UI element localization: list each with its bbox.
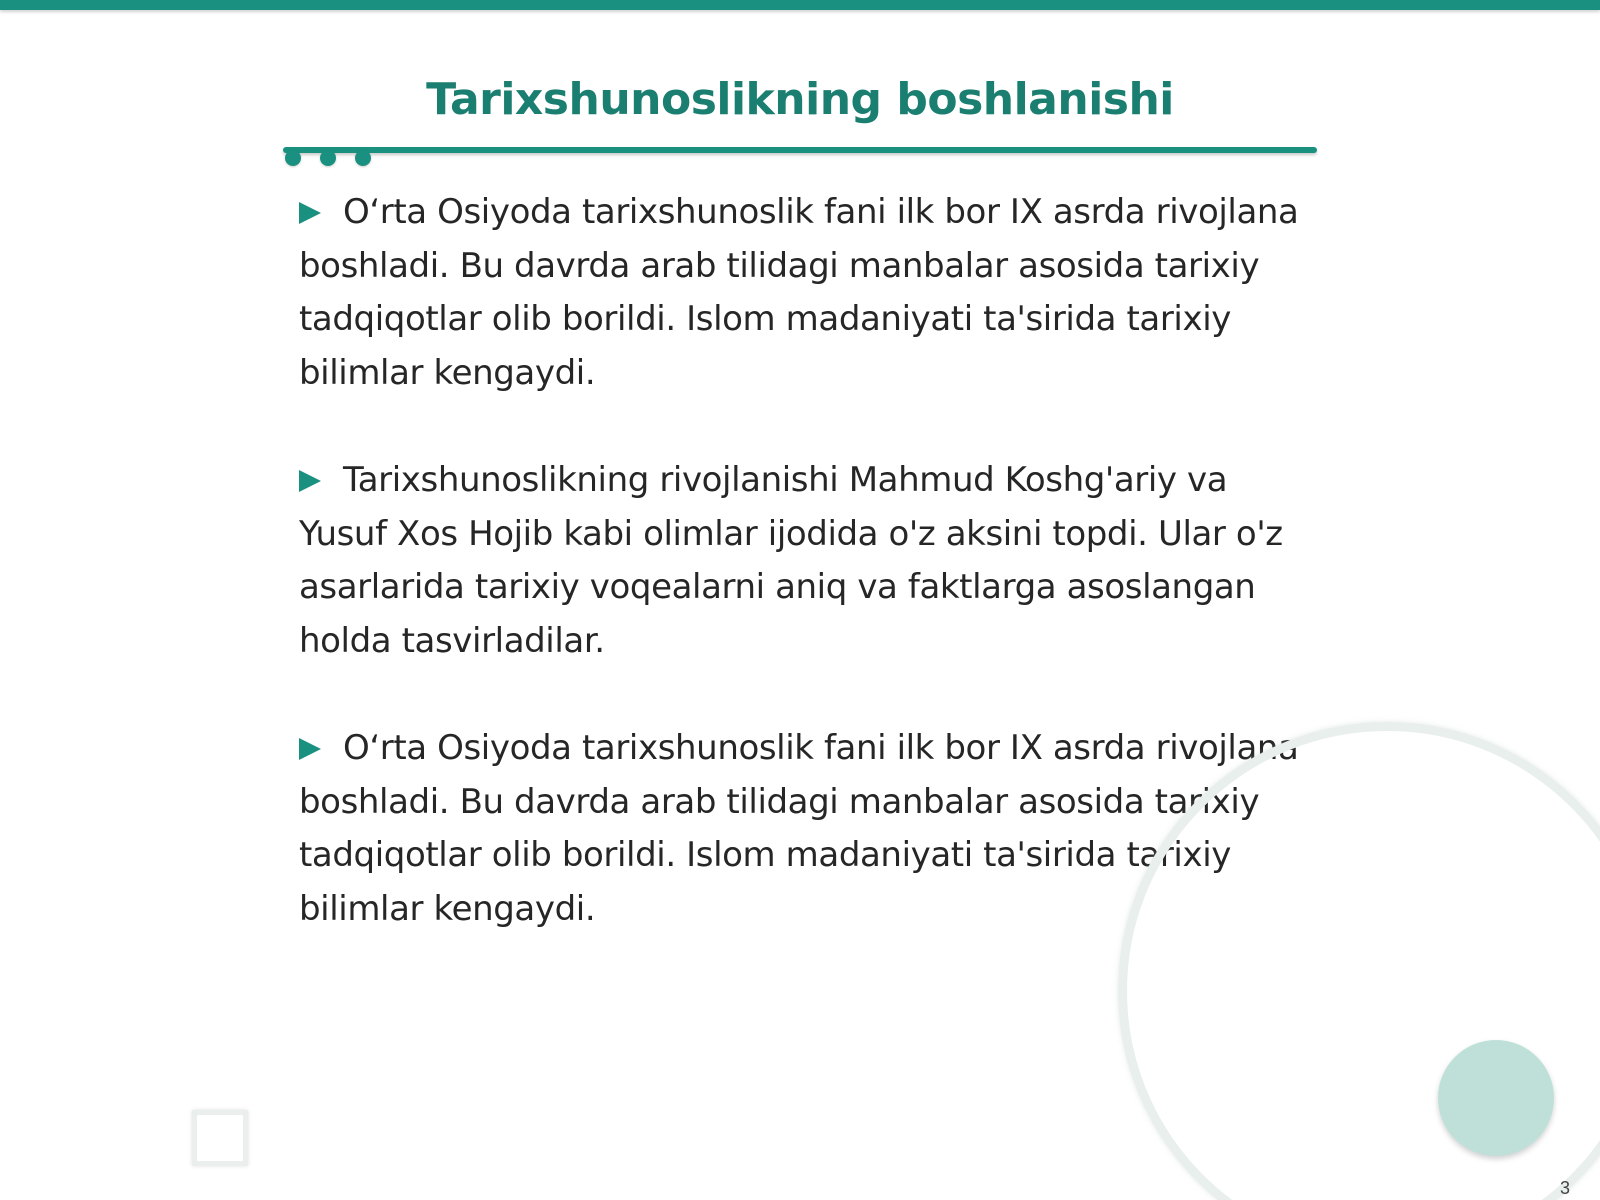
triangle-right-icon: [299, 470, 321, 492]
decorative-dot: [285, 150, 301, 166]
decorative-square: [192, 1110, 248, 1166]
bullet-paragraph-2: [299, 454, 1309, 668]
paragraph-text: O‘rta Osiyoda tarixshunoslik fani ilk bor IX asrda rivojlana boshladi. Bu davrda arab tilidagi manbalar asosida tarixiy tadqiqotlar olib borildi. Islom madaniyati ta'sirida tarixiy bilimlar kengaydi.: [299, 728, 1299, 929]
page-number: 3: [1559, 1178, 1570, 1198]
bullet-paragraph-1: [299, 186, 1309, 400]
decorative-dot: [320, 150, 336, 166]
slide-title: Tarixshunoslikning boshlanishi: [426, 74, 1174, 125]
decorative-dot: [355, 150, 371, 166]
decorative-circle: [1438, 1040, 1554, 1156]
title-underline: [283, 147, 1317, 153]
paragraph-text: O‘rta Osiyoda tarixshunoslik fani ilk bor IX asrda rivojlana boshladi. Bu davrda arab tilidagi manbalar asosida tarixiy tadqiqotlar olib borildi. Islom madaniyati ta'sirida tarixiy bilimlar kengaydi.: [299, 192, 1299, 393]
top-accent-bar: [0, 0, 1600, 10]
triangle-right-icon: [299, 202, 321, 224]
paragraph-text: Tarixshunoslikning rivojlanishi Mahmud Koshg'ariy va Yusuf Xos Hojib kabi olimlar ijodida o'z aksini topdi. Ular o'z asarlarida tarixiy voqealarni aniq va faktlarga asoslangan holda tasvirladilar.: [299, 460, 1283, 661]
triangle-right-icon: [299, 738, 321, 760]
